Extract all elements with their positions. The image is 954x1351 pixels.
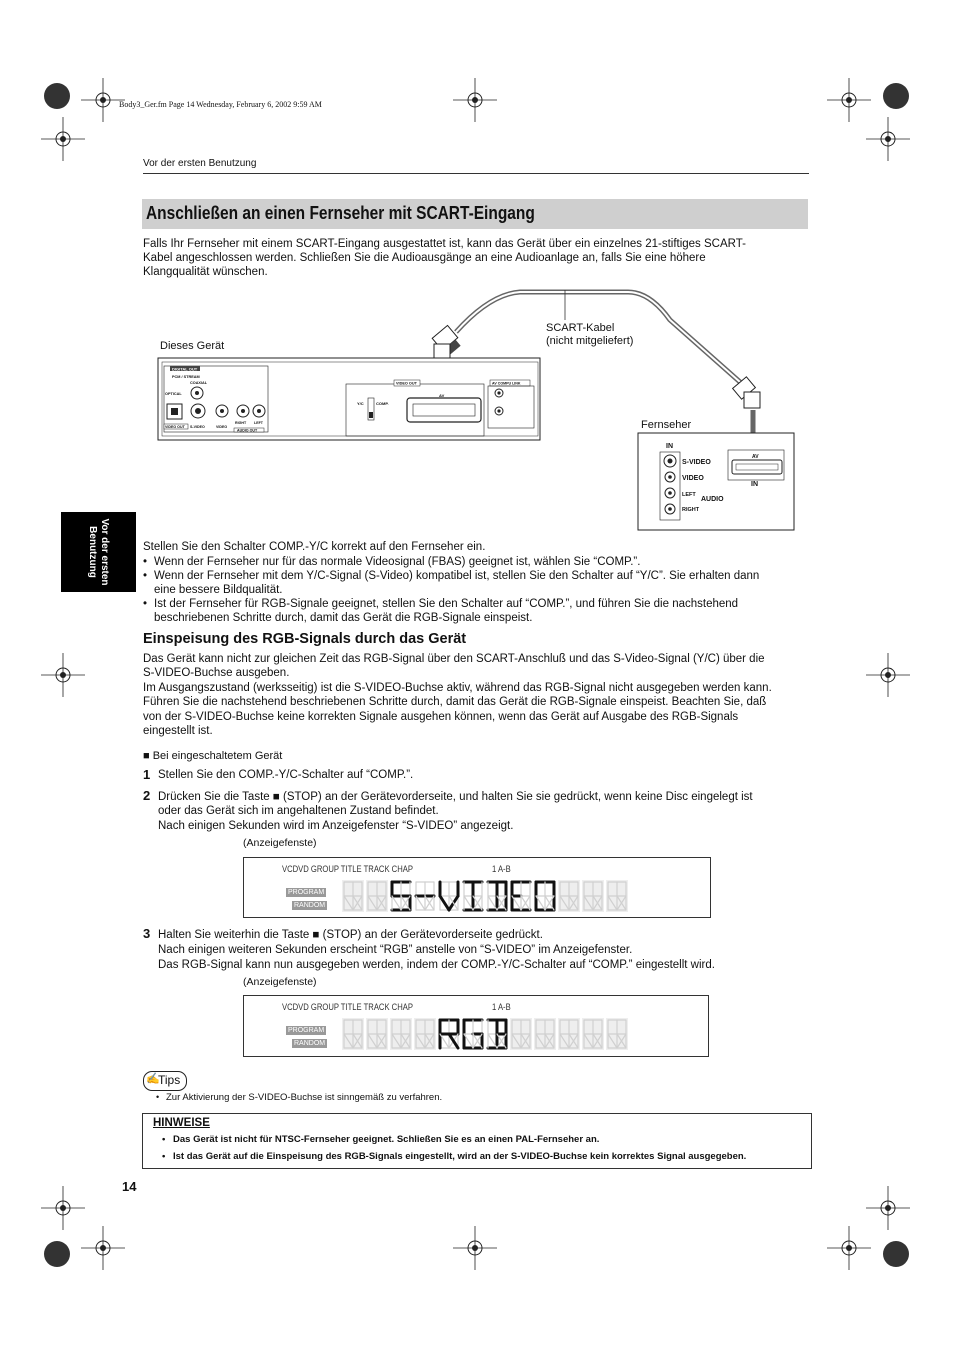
- bullet-3b: beschriebenen Schritte durch, damit das Gerät die RGB-Signale einspeist.: [154, 612, 533, 624]
- program-indicator: PROGRAM: [288, 889, 325, 896]
- random-indicator: RANDOM: [294, 902, 326, 909]
- svg-text:LEFT: LEFT: [682, 492, 696, 498]
- svg-text:VIDEO OUT: VIDEO OUT: [165, 425, 185, 429]
- cable-label-1: SCART-Kabel: [546, 322, 615, 334]
- sub-line-1: Das Gerät kann nicht zur gleichen Zeit das RGB-Signal über den SCART-Anschluß und das S-Video-Signal (Y/C) über die: [143, 653, 765, 665]
- running-header: Vor der ersten Benutzung: [143, 158, 257, 169]
- condition-line: ■ Bei eingeschaltetem Gerät: [143, 750, 283, 762]
- step-2-line-3: Nach einigen Sekunden wird im Anzeigefenster “S-VIDEO” angezeigt.: [158, 820, 514, 832]
- svg-text:AUDIO: AUDIO: [701, 496, 724, 503]
- tips-hand-icon: ✍: [146, 1073, 160, 1085]
- bullet-dot: •: [143, 556, 148, 568]
- repeat-icon: 1 A-B: [492, 864, 511, 874]
- header-rule: [143, 173, 809, 174]
- notes-title: HINWEISE: [153, 1117, 210, 1129]
- bullet-2b: eine bessere Bildqualität.: [154, 584, 283, 596]
- bullet-dot: •: [143, 598, 148, 610]
- svg-text:IN: IN: [751, 481, 758, 488]
- svg-text:AUDIO OUT: AUDIO OUT: [237, 428, 258, 433]
- display-window-rgb: VCDVD GROUP TITLE TRACK CHAP 1 A-B PROGRAM RANDOM: [243, 995, 709, 1057]
- tips-bullet: •: [156, 1092, 160, 1102]
- note-1: Das Gerät ist nicht für NTSC-Fernseher geeignet. Schließen Sie es an einen PAL-Fernseher an.: [173, 1134, 600, 1145]
- display-window-svideo: VCDVD GROUP TITLE TRACK CHAP 1 A-B PROGRAM RANDOM: [243, 857, 711, 918]
- svg-text:VIDEO OUT: VIDEO OUT: [396, 381, 417, 386]
- svg-text:VIDEO: VIDEO: [216, 425, 228, 429]
- intro-line-3: Klangqualität wünschen.: [143, 266, 268, 278]
- step-2-line-2: oder das Gerät sich im angehaltenen Zustand befindet.: [158, 805, 439, 817]
- notes-box: HINWEISE • Das Gerät ist nicht für NTSC-Fernseher geeignet. Schließen Sie es an einen PAL-Fernseher an. • Ist das Gerät auf die Einspeisung des RGB-Signals eingestellt, wird an der S-VIDEO-Buchse kein korrektes Signal ausgegeben.: [142, 1113, 812, 1169]
- chapter-side-tab: [61, 512, 136, 592]
- intro-line-1: Falls Ihr Fernseher mit einem SCART-Eingang ausgestattet ist, kann das Gerät über ein einzelnes 21-stiftiges SCART-: [143, 238, 746, 250]
- svg-text:COMP.: COMP.: [376, 401, 389, 406]
- display-1-caption: (Anzeigefenste): [243, 837, 317, 849]
- chapter-side-tab-label: Vor der ersten Benutzung: [87, 518, 111, 586]
- svg-text:AV COMPU LINK: AV COMPU LINK: [492, 381, 521, 386]
- svg-text:LEFT: LEFT: [254, 421, 263, 425]
- svg-text:RIGHT: RIGHT: [235, 421, 247, 425]
- svg-text:S-VIDEO: S-VIDEO: [190, 425, 205, 429]
- lcd-segments-svideo: [340, 880, 640, 914]
- note-2: Ist das Gerät auf die Einspeisung des RGB-Signals eingestellt, wird an der S-VIDEO-Buchse kein korrektes Signal ausgegeben.: [173, 1151, 747, 1162]
- bullet-dot: •: [143, 570, 148, 582]
- step-3-line-2: Nach einigen weiteren Sekunden erscheint “RGB” anstelle von “S-VIDEO” im Anzeigefenster.: [158, 944, 633, 956]
- connection-diagram: [150, 280, 810, 540]
- device-label: Dieses Gerät: [160, 340, 225, 352]
- step-2-line-1: Drücken Sie die Taste ■ (STOP) an der Gerätevorderseite, und halten Sie sie gedrückt, wenn keine Disc eingelegt ist: [158, 791, 753, 803]
- lcd-segments-rgb: [340, 1018, 640, 1052]
- step-3-line-1: Halten Sie weiterhin die Taste ■ (STOP) an der Gerätevorderseite gedrückt.: [158, 929, 543, 941]
- svg-text:AV: AV: [439, 393, 445, 398]
- sub-line-6: eingestellt ist.: [143, 725, 213, 737]
- sub-line-3: Im Ausgangszustand (werksseitig) ist die S-VIDEO-Buchse aktiv, während das RGB-Signal nicht ausgegeben werden kann.: [143, 682, 772, 694]
- tips-item: Zur Aktivierung der S-VIDEO-Buchse ist sinngemäß zu verfahren.: [166, 1092, 443, 1103]
- step-3-number: 3: [143, 926, 151, 941]
- bullet-2a: Wenn der Fernseher mit dem Y/C-Signal (S-Video) kompatibel ist, stellen Sie den Schalter auf “Y/C”. Sie erhalten dann: [154, 570, 760, 582]
- bullet-3a: Ist der Fernseher für RGB-Signale geeignet, stellen Sie den Schalter auf “COMP.”, und führen Sie die nachstehend: [154, 598, 739, 610]
- svg-text:S-VIDEO: S-VIDEO: [682, 459, 711, 466]
- display-2-caption: (Anzeigefenste): [243, 976, 317, 988]
- subsection-title: Einspeisung des RGB-Signals durch das Gerät: [143, 631, 467, 647]
- svg-text:OPTICAL: OPTICAL: [165, 392, 182, 396]
- step-3-line-3: Das RGB-Signal kann nun ausgegeben werden, indem der COMP.-Y/C-Schalter auf “COMP.” eingestellt wird.: [158, 959, 715, 971]
- step-1-text: Stellen Sie den COMP.-Y/C-Schalter auf “COMP.”.: [158, 769, 414, 781]
- tv-rear-panel: [638, 433, 794, 530]
- svg-text:VIDEO: VIDEO: [682, 475, 704, 482]
- cable-label-2: (nicht mitgeliefert): [546, 335, 634, 347]
- sub-line-5: von der S-VIDEO-Buchse keine korrekten Signale ausgehen können, wenn das Gerät auf Ausgabe des RGB-Signals: [143, 711, 739, 723]
- file-info: Body3_Ger.fm Page 14 Wednesday, February 6, 2002 9:59 AM: [119, 100, 322, 109]
- step-1-number: 1: [143, 767, 151, 782]
- page-number: 14: [122, 1179, 137, 1194]
- svg-text:RIGHT: RIGHT: [682, 507, 700, 513]
- sub-line-2: S-VIDEO-Buchse ausgeben.: [143, 667, 290, 679]
- section-title: Anschließen an einen Fernseher mit SCART-Eingang: [146, 203, 535, 223]
- tips-label: Tips: [158, 1073, 181, 1087]
- svg-text:COAXIAL: COAXIAL: [190, 381, 208, 385]
- step-2-number: 2: [143, 788, 151, 803]
- sub-line-4: Führen Sie die nachstehend beschriebenen Schritte durch, damit das Gerät die RGB-Signale einspeist. Beachten Sie, daß: [143, 696, 767, 708]
- bullet-1: Wenn der Fernseher nur für das normale Videosignal (FBAS) geeignet ist, wählen Sie “COMP.”.: [154, 556, 641, 568]
- svg-text:DIGITAL OUT: DIGITAL OUT: [172, 366, 198, 372]
- switch-intro: Stellen Sie den Schalter COMP.-Y/C korrekt auf den Fernseher ein.: [143, 541, 486, 553]
- intro-line-2: Kabel angeschlossen werden. Schließen Sie die Audioausgänge an eine Audioanlage an, falls Sie eine höhere: [143, 252, 706, 264]
- svg-text:AV: AV: [752, 454, 759, 460]
- tv-label: Fernseher: [641, 419, 692, 431]
- svg-text:Y/C: Y/C: [357, 401, 364, 406]
- svg-text:IN: IN: [666, 443, 673, 450]
- svg-text:PCM / STREAM: PCM / STREAM: [172, 375, 200, 379]
